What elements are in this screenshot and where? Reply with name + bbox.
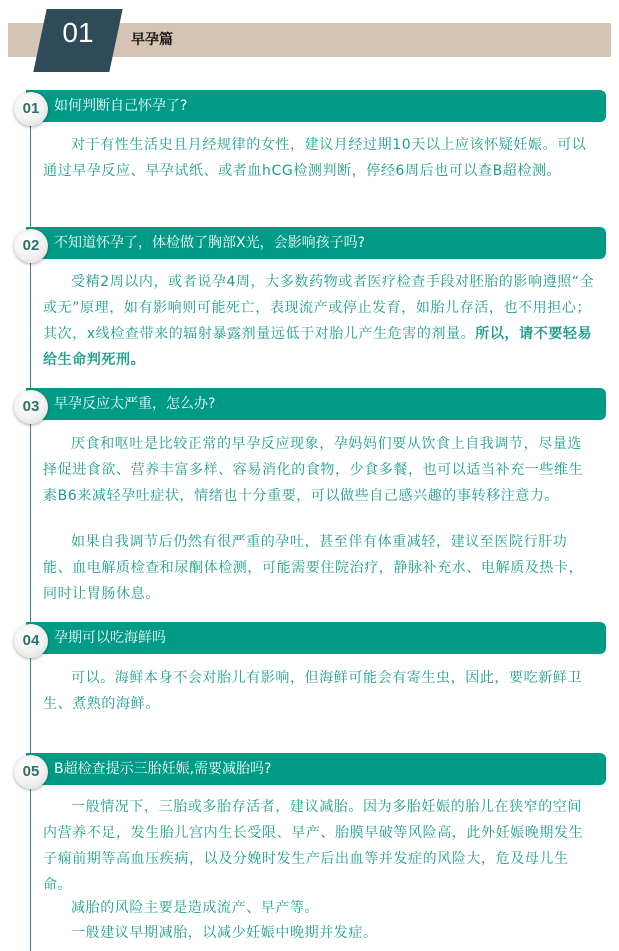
- header-title: 早孕篇: [131, 32, 173, 48]
- question-bar: [26, 227, 606, 259]
- question-text: 早孕反应太严重，怎么办?: [54, 396, 216, 412]
- question-text: 如何判断自己怀孕了?: [54, 98, 188, 114]
- question-text: B超检查提示三胎妊娠,需要减胎吗?: [54, 761, 272, 777]
- answer-paragraph: 厌食和呕吐是比较正常的早孕反应现象，孕妈妈们要从饮食上自我调节，尽量选择促进食欲、营养丰富多样、容易消化的食物，少食多餐，也可以适当补充一些维生素B6来减轻孕吐症状，情绪也十分重要，可以做些自己感兴趣的事转移注意力。: [43, 436, 584, 504]
- question-bar: [26, 388, 606, 420]
- question-bar: [26, 90, 606, 122]
- answer-bold-text: 所以，请不要轻易给生命判死刑。: [43, 326, 593, 368]
- answer-paragraph: 一般情况下，三胎或多胎存活者，建议减胎。因为多胎妊娠的胎儿在狭窄的空间内营养不足，发生胎儿宫内生长受限、早产、胎膜早破等风险高，此外妊娠晚期发生子痫前期等高血压疾病，以及分娩时发生产后出血等并发症的风险大，危及母儿生命。: [43, 799, 584, 893]
- question-number-badge: 05: [14, 755, 48, 789]
- answer-paragraph: 如果自我调节后仍然有很严重的孕吐，甚至伴有体重减轻，建议至医院行肝功能、血电解质检查和尿酮体检测，可能需要住院治疗，静脉补充水、电解质及热卡，同时让胃肠休息。: [43, 534, 584, 602]
- answer-paragraph: 对于有性生活史且月经规律的女性，建议月经过期10天以上应该怀疑妊娠。可以通过早孕反应、早孕试纸、或者血hCG检测判断，停经6周后也可以查B超检测。: [43, 137, 587, 179]
- answer-paragraph: [43, 269, 595, 373]
- question-text: 不知道怀孕了，体检做了胸部X光，会影响孩子吗?: [54, 235, 366, 251]
- question-text: 孕期可以吃海鲜吗: [54, 630, 166, 646]
- question-number-badge: 01: [14, 92, 48, 126]
- question-number-badge: 04: [14, 624, 48, 658]
- answer-text: 受精2周以内，或者说孕4周，大多数药物或者医疗检查手段对胚胎的影响遵照“全或无”原理，如有影响则可能死亡，表现流产或停止发育，如胎儿存活，也不用担心；其次，x线检查带来的辐射暴露剂量远低于对胎儿产生危害的剂量。: [43, 274, 595, 342]
- question-number-badge: 03: [14, 390, 48, 424]
- answer-paragraph: 减胎的风险主要是造成流产、早产等。: [71, 900, 320, 916]
- answer-paragraph: 一般建议早期减胎，以减少妊娠中晚期并发症。: [71, 925, 378, 941]
- question-bar: [26, 622, 606, 654]
- header-number: 01: [62, 17, 94, 48]
- answer-paragraph: 可以。海鲜本身不会对胎儿有影响，但海鲜可能会有寄生虫，因此，要吃新鲜卫生、煮熟的海鲜。: [43, 670, 582, 712]
- question-number-badge: 02: [14, 229, 48, 263]
- question-bar: [26, 753, 606, 785]
